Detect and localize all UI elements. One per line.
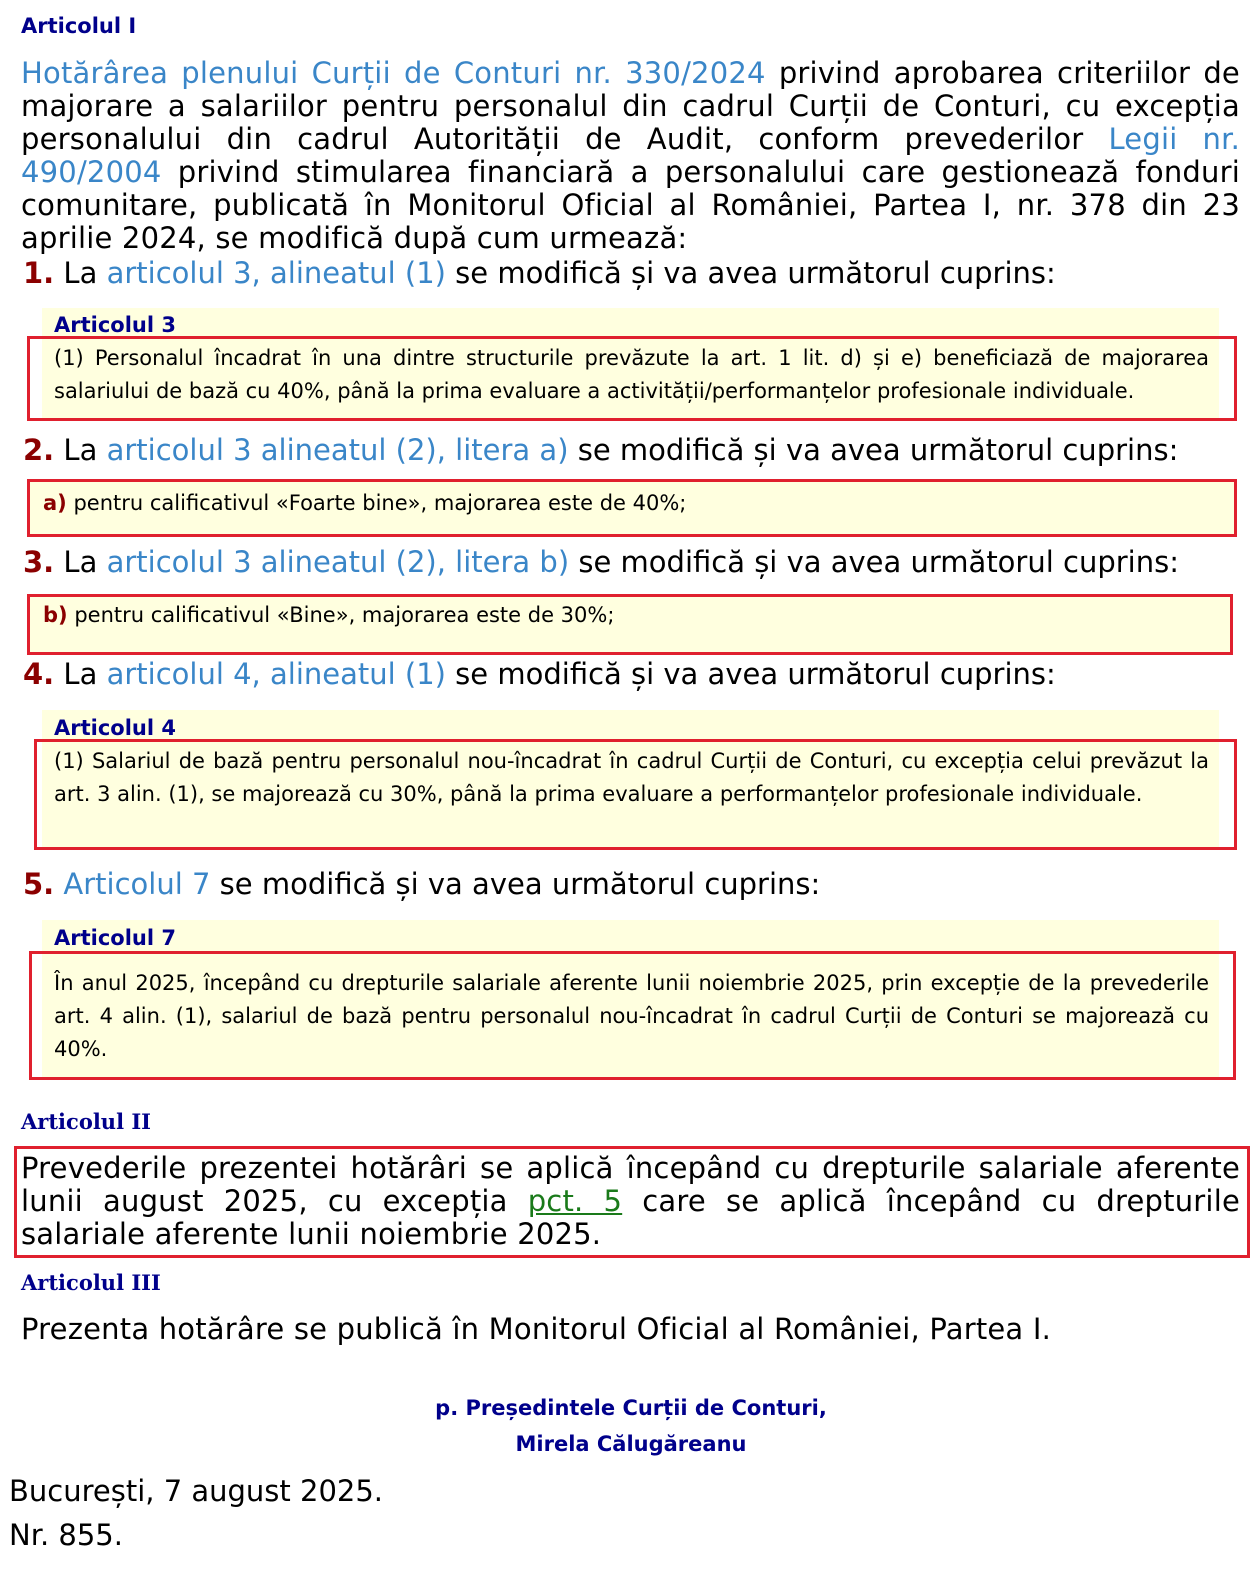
place-date: București, 7 august 2025. (9, 1474, 384, 1508)
point-number: 1. (23, 256, 55, 290)
point-3 (23, 546, 1179, 579)
signature-role: p. Președintele Curții de Conturi, (435, 1396, 827, 1420)
point-5-link[interactable]: Articolul 7 (63, 867, 211, 901)
box-1-heading: Articolul 3 (54, 313, 176, 337)
box-5-text: În anul 2025, începând cu drepturile salariale aferente lunii noiembrie 2025, prin excepție de la prevederile art. 4 alin. (1), salariul de bază pentru personalul nou-încadrat în cadrul Curții de Conturi se majorează cu 40%. (54, 971, 1209, 1061)
point-number: 3. (23, 545, 55, 579)
box-2-text (43, 487, 686, 520)
pct-5-link[interactable]: pct. 5 (527, 1184, 623, 1218)
box-4-text: (1) Salariul de bază pentru personalul nou-încadrat în cadrul Curții de Conturi, cu excepția celui prevăzut la art. 3 alin. (1), se majorează cu 30%, până la prima evaluare a performanțelor profesionale individuale. (54, 749, 1209, 806)
article-2-text-part-2: care se aplică începând cu drepturile salariale aferente lunii noiembrie 2025. (21, 1184, 1240, 1251)
box-5-heading: Articolul 7 (54, 926, 176, 950)
article-3-heading: Articolul III (21, 1270, 161, 1295)
point-number: 2. (23, 433, 55, 467)
article-3-text: Prezenta hotărâre se publică în Monitorul Oficial al României, Partea I. (21, 1312, 1051, 1346)
document-number: Nr. 855. (9, 1518, 123, 1552)
point-3-link[interactable]: articolul 3 alineatul (2), litera b) (106, 545, 570, 579)
point-2 (23, 434, 1178, 467)
article-2-text-part-1: Prevederile prezentei hotărâri se aplică începând cu drepturile salariale aferente lunii august 2025, cu excepția (21, 1151, 1240, 1218)
point-pre: La (54, 433, 107, 467)
box-3-text (43, 599, 614, 632)
point-post: se modifică și va avea următorul cuprins: (210, 867, 821, 901)
point-pre: La (54, 657, 107, 691)
point-4-link[interactable]: articolul 4, alineatul (1) (106, 657, 446, 691)
point-number: 5. (23, 867, 55, 901)
point-post: se modifică și va avea următorul cuprins: (445, 256, 1056, 290)
intro-text-2: privind stimularea financiară a personalului care gestionează fonduri comunitare, publicată în Monitorul Oficial al României, Partea I, nr. 378 din 23 aprilie 2024, se modifică după cum urmează: (21, 155, 1240, 255)
point-pre: La (54, 256, 107, 290)
box-1-text: (1) Personalul încadrat în una dintre structurile prevăzute la art. 1 lit. d) și e) beneficiază de majorarea salariului de bază cu 40%, până la prima evaluare a activității/performanțelor profesionale individuale. (54, 346, 1209, 403)
box-2-content: pentru calificativul «Foarte bine», majorarea este de 40%; (66, 491, 687, 515)
box-4-heading: Articolul 4 (54, 716, 176, 740)
point-1-link[interactable]: articolul 3, alineatul (1) (106, 256, 446, 290)
point-1 (23, 257, 1056, 290)
letter-b: b) (43, 603, 68, 627)
point-number: 4. (23, 657, 55, 691)
point-5 (23, 868, 820, 901)
point-post: se modifică și va avea următorul cuprins: (445, 657, 1056, 691)
hotararea-330-link[interactable]: Hotărârea plenului Curții de Conturi nr. 330/2024 (21, 56, 766, 90)
point-post: se modifică și va avea următorul cuprins: (568, 433, 1179, 467)
legea-490-link[interactable]: Legii nr. 490/2004 (21, 122, 1240, 189)
letter-a: a) (43, 491, 67, 515)
signature-name: Mirela Călugăreanu (515, 1432, 747, 1456)
article-1-intro (21, 57, 1240, 255)
point-4 (23, 658, 1056, 691)
point-2-link[interactable]: articolul 3 alineatul (2), litera a) (106, 433, 569, 467)
article-2-heading: Articolul II (21, 1109, 152, 1134)
box-3-content: pentru calificativul «Bine», majorarea este de 30%; (67, 603, 615, 627)
article-1-heading: Articolul I (21, 14, 137, 38)
point-pre: La (54, 545, 107, 579)
article-2-text (21, 1152, 1240, 1251)
intro-text-1: privind aprobarea criteriilor de majorare a salariilor pentru personalul din cadrul Curții de Conturi, cu excepția personalului din cadrul Autorității de Audit, conform prevederilor (21, 56, 1240, 156)
point-post: se modifică și va avea următorul cuprins: (569, 545, 1179, 579)
